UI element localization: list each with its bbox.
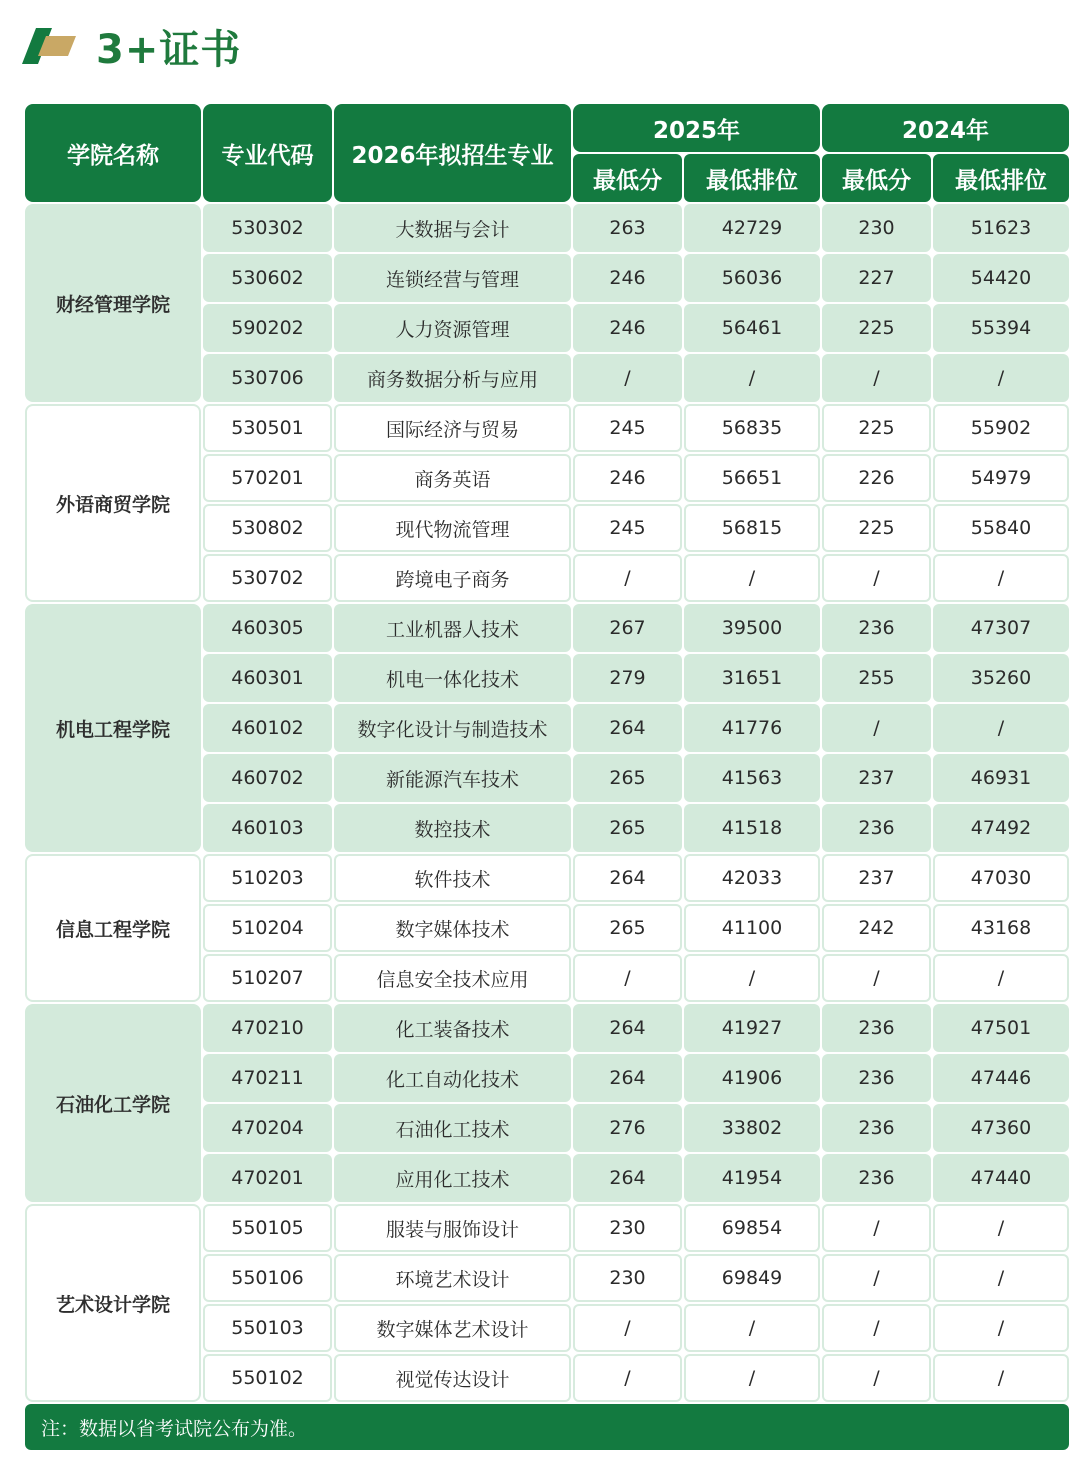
major-name: 人力资源管理	[334, 304, 571, 352]
major-code: 530302	[203, 204, 332, 252]
major-name: 化工自动化技术	[334, 1054, 571, 1102]
score-2025: /	[573, 554, 682, 602]
major-code: 460702	[203, 754, 332, 802]
major-name: 服装与服饰设计	[334, 1204, 571, 1252]
rank-2024: /	[933, 354, 1069, 402]
rank-2024: 46931	[933, 754, 1069, 802]
major-code: 460301	[203, 654, 332, 702]
header-college: 学院名称	[25, 104, 201, 202]
major-name: 连锁经营与管理	[334, 254, 571, 302]
header-year-2025: 2025年	[573, 104, 820, 152]
score-2024: 255	[822, 654, 931, 702]
major-name: 数字化设计与制造技术	[334, 704, 571, 752]
score-2025: 246	[573, 254, 682, 302]
rank-2025: 41927	[684, 1004, 820, 1052]
score-2025: 264	[573, 1004, 682, 1052]
major-name: 应用化工技术	[334, 1154, 571, 1202]
page-title: 3+证书	[96, 26, 242, 73]
rank-2025: /	[684, 954, 820, 1002]
rank-2024: 55840	[933, 504, 1069, 552]
major-code: 590202	[203, 304, 332, 352]
score-2025: 245	[573, 504, 682, 552]
score-2024: 236	[822, 1054, 931, 1102]
rank-2024: 47307	[933, 604, 1069, 652]
rank-2024: 43168	[933, 904, 1069, 952]
rank-2025: /	[684, 354, 820, 402]
major-code: 530501	[203, 404, 332, 452]
rank-2025: 56036	[684, 254, 820, 302]
score-2025: /	[573, 1304, 682, 1352]
rank-2025: 39500	[684, 604, 820, 652]
score-2025: 264	[573, 1054, 682, 1102]
rank-2025: 41518	[684, 804, 820, 852]
score-2024: 236	[822, 604, 931, 652]
major-code: 460103	[203, 804, 332, 852]
rank-2024: /	[933, 1354, 1069, 1402]
score-2025: 279	[573, 654, 682, 702]
header-code: 专业代码	[203, 104, 332, 202]
score-2024: /	[822, 704, 931, 752]
score-2024: 225	[822, 504, 931, 552]
major-name: 数字媒体技术	[334, 904, 571, 952]
rank-2024: /	[933, 1254, 1069, 1302]
score-2024: 226	[822, 454, 931, 502]
rank-2024: /	[933, 954, 1069, 1002]
major-code: 470201	[203, 1154, 332, 1202]
major-code: 570201	[203, 454, 332, 502]
rank-2025: 42033	[684, 854, 820, 902]
rank-2024: 47501	[933, 1004, 1069, 1052]
score-2024: /	[822, 1354, 931, 1402]
major-code: 550106	[203, 1254, 332, 1302]
major-name: 新能源汽车技术	[334, 754, 571, 802]
score-2025: 265	[573, 754, 682, 802]
major-code: 550102	[203, 1354, 332, 1402]
score-2024: 237	[822, 754, 931, 802]
major-name: 环境艺术设计	[334, 1254, 571, 1302]
score-2024: 242	[822, 904, 931, 952]
college-name: 外语商贸学院	[25, 404, 201, 602]
rank-2024: 54420	[933, 254, 1069, 302]
rank-2024: 55902	[933, 404, 1069, 452]
major-code: 470210	[203, 1004, 332, 1052]
rank-2025: 41100	[684, 904, 820, 952]
major-code: 470204	[203, 1104, 332, 1152]
score-2024: /	[822, 1304, 931, 1352]
score-2025: 246	[573, 454, 682, 502]
header-major: 2026年拟招生专业	[334, 104, 571, 202]
rank-2025: /	[684, 554, 820, 602]
footnote: 注：数据以省考试院公布为准。	[25, 1404, 1069, 1450]
major-name: 大数据与会计	[334, 204, 571, 252]
major-name: 软件技术	[334, 854, 571, 902]
major-code: 460305	[203, 604, 332, 652]
major-code: 460102	[203, 704, 332, 752]
college-name: 石油化工学院	[25, 1004, 201, 1202]
score-2025: 245	[573, 404, 682, 452]
college-name: 艺术设计学院	[25, 1204, 201, 1402]
score-2024: 236	[822, 804, 931, 852]
rank-2024: 51623	[933, 204, 1069, 252]
major-name: 国际经济与贸易	[334, 404, 571, 452]
score-2025: /	[573, 954, 682, 1002]
score-2025: 276	[573, 1104, 682, 1152]
rank-2024: /	[933, 554, 1069, 602]
rank-2024: /	[933, 1204, 1069, 1252]
rank-2025: 41776	[684, 704, 820, 752]
major-name: 视觉传达设计	[334, 1354, 571, 1402]
logo-icon	[22, 26, 76, 66]
rank-2025: 69854	[684, 1204, 820, 1252]
major-name: 数字媒体艺术设计	[334, 1304, 571, 1352]
rank-2025: 56651	[684, 454, 820, 502]
header-2025-min-rank: 最低排位	[684, 154, 820, 202]
rank-2024: 47030	[933, 854, 1069, 902]
major-name: 信息安全技术应用	[334, 954, 571, 1002]
rank-2024: 55394	[933, 304, 1069, 352]
admission-score-table	[25, 104, 1064, 1450]
major-name: 现代物流管理	[334, 504, 571, 552]
score-2024: 236	[822, 1104, 931, 1152]
rank-2025: 31651	[684, 654, 820, 702]
page-header	[22, 20, 241, 72]
college-name: 信息工程学院	[25, 854, 201, 1002]
score-2025: 246	[573, 304, 682, 352]
score-2025: 264	[573, 1154, 682, 1202]
score-2025: 264	[573, 854, 682, 902]
score-2024: 230	[822, 204, 931, 252]
header-2025-min-score: 最低分	[573, 154, 682, 202]
major-name: 跨境电子商务	[334, 554, 571, 602]
major-name: 商务英语	[334, 454, 571, 502]
major-code: 530706	[203, 354, 332, 402]
major-code: 530802	[203, 504, 332, 552]
score-2024: /	[822, 1204, 931, 1252]
major-code: 530702	[203, 554, 332, 602]
major-code: 530602	[203, 254, 332, 302]
score-2024: /	[822, 554, 931, 602]
major-code: 550105	[203, 1204, 332, 1252]
rank-2025: 69849	[684, 1254, 820, 1302]
score-2024: 236	[822, 1154, 931, 1202]
score-2025: 265	[573, 804, 682, 852]
rank-2025: 56835	[684, 404, 820, 452]
score-2025: 267	[573, 604, 682, 652]
major-name: 机电一体化技术	[334, 654, 571, 702]
rank-2024: 54979	[933, 454, 1069, 502]
score-2024: 227	[822, 254, 931, 302]
score-2024: 236	[822, 1004, 931, 1052]
score-2025: 265	[573, 904, 682, 952]
rank-2024: /	[933, 1304, 1069, 1352]
score-2024: /	[822, 354, 931, 402]
major-code: 510203	[203, 854, 332, 902]
score-2025: 264	[573, 704, 682, 752]
major-name: 石油化工技术	[334, 1104, 571, 1152]
rank-2025: 33802	[684, 1104, 820, 1152]
rank-2024: 47446	[933, 1054, 1069, 1102]
score-2025: 230	[573, 1254, 682, 1302]
rank-2024: 35260	[933, 654, 1069, 702]
rank-2025: 41906	[684, 1054, 820, 1102]
major-name: 数控技术	[334, 804, 571, 852]
major-name: 商务数据分析与应用	[334, 354, 571, 402]
rank-2024: 47440	[933, 1154, 1069, 1202]
header-2024-min-rank: 最低排位	[933, 154, 1069, 202]
major-code: 470211	[203, 1054, 332, 1102]
score-2024: 225	[822, 404, 931, 452]
header-year-2024: 2024年	[822, 104, 1069, 152]
score-2025: /	[573, 1354, 682, 1402]
rank-2025: 41954	[684, 1154, 820, 1202]
rank-2025: /	[684, 1304, 820, 1352]
major-code: 550103	[203, 1304, 332, 1352]
score-2024: 237	[822, 854, 931, 902]
major-name: 工业机器人技术	[334, 604, 571, 652]
rank-2025: 56815	[684, 504, 820, 552]
rank-2024: /	[933, 704, 1069, 752]
rank-2025: 42729	[684, 204, 820, 252]
header-2024-min-score: 最低分	[822, 154, 931, 202]
score-2024: /	[822, 1254, 931, 1302]
college-name: 财经管理学院	[25, 204, 201, 402]
major-code: 510207	[203, 954, 332, 1002]
rank-2025: /	[684, 1354, 820, 1402]
major-code: 510204	[203, 904, 332, 952]
score-2025: 230	[573, 1204, 682, 1252]
score-2025: 263	[573, 204, 682, 252]
score-2024: 225	[822, 304, 931, 352]
rank-2025: 56461	[684, 304, 820, 352]
major-name: 化工装备技术	[334, 1004, 571, 1052]
rank-2024: 47492	[933, 804, 1069, 852]
score-2025: /	[573, 354, 682, 402]
score-2024: /	[822, 954, 931, 1002]
rank-2024: 47360	[933, 1104, 1069, 1152]
college-name: 机电工程学院	[25, 604, 201, 852]
rank-2025: 41563	[684, 754, 820, 802]
